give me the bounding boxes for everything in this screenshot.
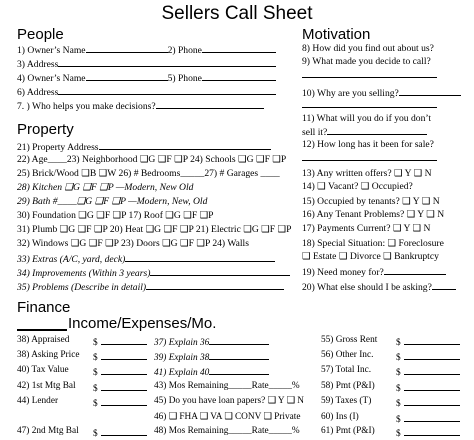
age-line[interactable]: 22) Age____23) Neighborhood ❑G ❑F ❑P 24) Schools ❑G ❑F ❑P (17, 154, 287, 165)
finance-label: 42) 1st Mtg Bal (17, 381, 76, 391)
owner2-line[interactable]: 4) Owner’s Name 5) Phone (17, 71, 276, 84)
finance-detail-field[interactable]: 46) ❑ FHA ❑ VA ❑ CONV ❑ Private (154, 412, 301, 422)
address2-line[interactable]: 6) Address (17, 85, 276, 98)
finance-amount-field[interactable]: $ (93, 426, 147, 440)
income-expenses-heading: Income/Expenses/Mo. (68, 315, 217, 332)
tenants-line[interactable]: 15) Occupied by tenants? ❑ Y ❑ N (302, 196, 440, 207)
need-money-line[interactable]: 19) Need money for? (302, 265, 446, 278)
finance-detail-field[interactable]: 39) Explain 38 (154, 350, 269, 364)
decide-call-line[interactable]: 9) What made you decide to call? (302, 56, 431, 67)
property-heading: Property (17, 121, 74, 138)
how-long-line[interactable]: 12) How long has it been for sale? (302, 139, 434, 150)
finance-amount-field[interactable]: $ (93, 365, 147, 379)
payments-line[interactable]: 17) Payments Current? ❑ Y ❑ N (302, 223, 431, 234)
dont-sell-line-2[interactable]: sell it? (302, 125, 427, 138)
brick-line[interactable]: 25) Brick/Wood ❑B ❑W 26) # Bedrooms_____27) # Garages ____ (17, 168, 280, 179)
special-situation-line[interactable]: 18) Special Situation: ❑ Foreclosure (302, 238, 444, 249)
finance-label: 38) Appraised (17, 335, 70, 345)
finance-amount-field[interactable]: $ (396, 426, 460, 440)
finance-amount-field[interactable]: $ (93, 396, 147, 410)
finance-amount-field[interactable]: $ (396, 335, 460, 349)
plumb-line[interactable]: 31) Plumb ❑G ❑F ❑P 20) Heat ❑G ❑F ❑P 21) Electric ❑G ❑F ❑P (17, 224, 292, 235)
property-address-line[interactable]: 21) Property Address (17, 140, 271, 153)
answer-underline[interactable] (302, 107, 437, 108)
finance-amount-field[interactable]: $ (93, 381, 147, 395)
finance-amount-field[interactable]: $ (396, 381, 460, 395)
finance-amount-field[interactable]: $ (93, 350, 147, 364)
finance-expense-field[interactable]: 58) Pmt (P&I) (321, 381, 375, 391)
finance-detail-field[interactable]: 48) Mos Remaining_____Rate_____% (154, 426, 300, 436)
people-heading: People (17, 26, 64, 43)
finance-detail-field[interactable]: 45) Do you have loan papers? ❑ Y ❑ N (154, 396, 304, 406)
finance-amount-field[interactable]: $ (396, 396, 460, 410)
foundation-line[interactable]: 30) Foundation ❑G ❑F ❑P 17) Roof ❑G ❑F ❑P (17, 210, 214, 221)
why-selling-line[interactable]: 10) Why are you selling? (302, 86, 461, 99)
owner1-line[interactable]: 1) Owner’s Name 2) Phone (17, 43, 276, 56)
finance-amount-field[interactable]: $ (396, 350, 460, 364)
answer-underline[interactable] (302, 160, 437, 161)
page-title: Sellers Call Sheet (161, 3, 313, 24)
else-asking-line[interactable]: 20) What else should I be asking? (302, 280, 456, 293)
motivation-heading: Motivation (302, 26, 371, 43)
address1-line[interactable]: 3) Address (17, 57, 276, 70)
windows-line[interactable]: 32) Windows ❑G ❑F ❑P 23) Doors ❑G ❑F ❑P 24) Walls (17, 238, 249, 249)
decision-line[interactable]: 7. ) Who helps you make decisions? (17, 99, 264, 112)
improvements-line[interactable]: 34) Improvements (Within 3 years) (17, 266, 290, 279)
finance-label: 47) 2nd Mtg Bal (17, 426, 79, 436)
finance-expense-field[interactable]: 60) Ins (I) (321, 412, 359, 422)
find-us-line[interactable]: 8) How did you find out about us? (302, 43, 434, 54)
finance-expense-field[interactable]: 57) Total Inc. (321, 365, 372, 375)
answer-underline[interactable] (302, 77, 437, 78)
finance-label: 44) Lender (17, 396, 59, 406)
finance-expense-field[interactable]: 55) Gross Rent (321, 335, 378, 345)
finance-label: 38) Asking Price (17, 350, 80, 360)
special-situation-line-2[interactable]: ❑ Estate ❑ Divorce ❑ Bankruptcy (302, 251, 439, 262)
finance-detail-field[interactable]: 41) Explain 40 (154, 365, 269, 379)
finance-amount-field[interactable]: $ (396, 365, 460, 379)
dont-sell-line[interactable]: 11) What will you do if you don’t (302, 113, 432, 124)
vacant-line[interactable]: 14) ❑ Vacant? ❑ Occupied? (302, 181, 413, 192)
finance-underline (17, 329, 67, 331)
finance-expense-field[interactable]: 59) Taxes (T) (321, 396, 372, 406)
finance-expense-field[interactable]: 61) Pmt (P&I) (321, 426, 375, 436)
tenant-problems-line[interactable]: 16) Any Tenant Problems? ❑ Y ❑ N (302, 209, 445, 220)
finance-amount-field[interactable]: $ (93, 335, 147, 349)
problems-line[interactable]: 35) Problems (Describe in detail) (17, 280, 284, 293)
finance-amount-field[interactable]: $ (396, 412, 460, 426)
kitchen-line[interactable]: 28) Kitchen ❑G ❑F ❑P —Modern, New Old (17, 182, 194, 193)
written-offers-line[interactable]: 13) Any written offers? ❑ Y ❑ N (302, 168, 432, 179)
finance-label: 40) Tax Value (17, 365, 69, 375)
finance-expense-field[interactable]: 56) Other Inc. (321, 350, 374, 360)
extras-line[interactable]: 33) Extras (A/C, yard, deck) (17, 252, 275, 265)
finance-detail-field[interactable]: 37) Explain 36 (154, 335, 269, 349)
finance-heading: Finance (17, 299, 71, 316)
bath-line[interactable]: 29) Bath #____❑G ❑F ❑P —Modern, New, Old (17, 196, 208, 207)
finance-detail-field[interactable]: 43) Mos Remaining_____Rate_____% (154, 381, 300, 391)
